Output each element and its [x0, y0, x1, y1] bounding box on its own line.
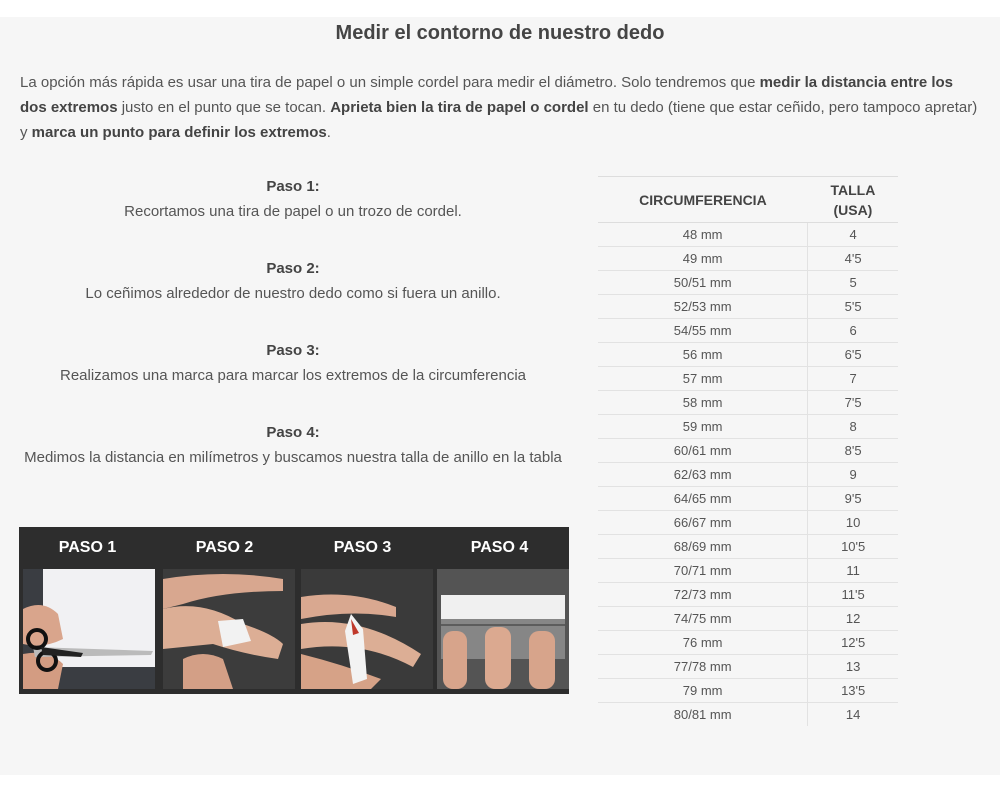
table-row: [598, 271, 898, 295]
intro-bold-text: Aprieta bien la tira de papel o cordel: [330, 99, 589, 116]
table-row: [598, 631, 898, 655]
cell-size: 13'5: [808, 679, 898, 703]
cell-circumference: 58 mm: [598, 391, 808, 415]
cell-circumference: 76 mm: [598, 631, 808, 655]
page-title: Medir el contorno de nuestro dedo: [335, 22, 665, 44]
table-row: [598, 367, 898, 391]
table-row: [598, 343, 898, 367]
photo-labels: [19, 527, 569, 567]
table-row: [598, 415, 898, 439]
cell-circumference: 72/73 mm: [598, 583, 808, 607]
cell-circumference: 80/81 mm: [673, 707, 732, 722]
photo-label-1: PASO 1: [58, 539, 117, 556]
step-title: Paso 3:: [266, 342, 320, 359]
cell-size: 11: [808, 559, 898, 583]
table-row: [598, 703, 898, 727]
header-size: [808, 177, 898, 223]
photo-marking-paper: [301, 569, 433, 689]
table-row: [598, 583, 898, 607]
photo-label-2: PASO 2: [195, 539, 254, 556]
table-row: [598, 439, 898, 463]
table-row: [598, 247, 898, 271]
cell-size: 10: [808, 511, 898, 535]
table-row: [598, 535, 898, 559]
cell-size: 6: [808, 319, 898, 343]
cell-circumference: 48 mm: [598, 223, 808, 247]
cell-circumference: 66/67 mm: [598, 511, 808, 535]
step-text: Medimos la distancia en milímetros y buscamos nuestra talla de anillo en la tabla: [24, 449, 562, 466]
cell-size: 5: [808, 271, 898, 295]
step-title: Paso 1:: [266, 178, 320, 195]
steps-photo-strip: [19, 527, 569, 694]
step-4: [18, 421, 568, 471]
cell-size: 14: [808, 703, 898, 727]
step-text: Realizamos una marca para marcar los extremos de la circumferencia: [59, 367, 526, 384]
cell-circumference: 77/78 mm: [598, 655, 808, 679]
cell-circumference: 79 mm: [598, 679, 808, 703]
cell-circumference: 57 mm: [598, 367, 808, 391]
step-text: Recortamos una tira de papel o un trozo de cordel.: [124, 203, 462, 220]
cell-circumference: 74/75 mm: [598, 607, 808, 631]
cell-circumference: 56 mm: [598, 343, 808, 367]
intro-text: La opción más rápida es usar una tira de papel o un simple cordel para medir el diámetro. Solo tendremos que: [20, 74, 760, 91]
cell-circumference: 64/65 mm: [598, 487, 808, 511]
table-header-row: [598, 177, 898, 223]
cell-size: 9'5: [808, 487, 898, 511]
intro-bold-text: marca un punto para definir los extremos: [31, 124, 327, 141]
photo-wrapping-finger: [163, 569, 295, 689]
cell-size: 7: [808, 367, 898, 391]
table-row: [598, 391, 898, 415]
cell-circumference: 49 mm: [598, 247, 808, 271]
table-row: [598, 655, 898, 679]
cell-circumference: 50/51 mm: [598, 271, 808, 295]
step-text: Lo ceñimos alrededor de nuestro dedo como si fuera un anillo.: [85, 285, 501, 302]
step-title: Paso 2:: [266, 260, 320, 277]
header-circumference: CIRCUMFERENCIA: [598, 177, 808, 223]
cell-circumference: 68/69 mm: [598, 535, 808, 559]
intro-text: en tu dedo (tiene que estar ceñido, pero tampoco apretar) y: [20, 99, 978, 141]
cell-size: 12'5: [808, 631, 898, 655]
cell-size: 7'5: [808, 391, 898, 415]
intro-bold-text: medir la distancia entre los dos extremos: [20, 74, 953, 116]
intro-paragraph: [20, 70, 980, 145]
cell-circumference: 70/71 mm: [598, 559, 808, 583]
cell-circumference: 59 mm: [598, 415, 808, 439]
cell-size: 5'5: [808, 295, 898, 319]
cell-size: 13: [808, 655, 898, 679]
cell-size: 8: [808, 415, 898, 439]
step-3: [18, 339, 568, 389]
cell-size: 10'5: [808, 535, 898, 559]
cell-circumference: 60/61 mm: [598, 439, 808, 463]
intro-text: justo en el punto que se tocan.: [117, 99, 331, 116]
table-row: [598, 319, 898, 343]
table-body: [598, 223, 898, 727]
cell-size: 11'5: [808, 583, 898, 607]
step-1: [18, 175, 568, 225]
header-size-text: TALLA (USA): [830, 181, 876, 218]
cell-circumference: 54/55 mm: [598, 319, 808, 343]
table-row: [598, 559, 898, 583]
cell-size: 4: [808, 223, 898, 247]
table-row: [598, 487, 898, 511]
photo-cutting-paper: [23, 569, 155, 689]
table-row: [598, 463, 898, 487]
cell-size: 4'5: [808, 247, 898, 271]
photo-measuring-ruler: [437, 569, 569, 689]
cell-size: 9: [808, 463, 898, 487]
intro-text: .: [326, 124, 331, 141]
table-row: [598, 223, 898, 247]
cell-circumference: 52/53 mm: [598, 295, 808, 319]
step-2: [18, 257, 568, 307]
step-title: Paso 4:: [266, 424, 320, 441]
cell-size: 12: [808, 607, 898, 631]
cell-circumference: 62/63 mm: [598, 463, 808, 487]
photo-label-3: PASO 3: [333, 539, 392, 556]
photo-label-4: PASO 4: [470, 539, 529, 556]
table-row: [598, 511, 898, 535]
table-row: [598, 295, 898, 319]
cell-size: 8'5: [808, 439, 898, 463]
cell-size: 6'5: [808, 343, 898, 367]
ring-size-table: [598, 176, 898, 726]
table-row: [598, 607, 898, 631]
table-row: [598, 679, 898, 703]
